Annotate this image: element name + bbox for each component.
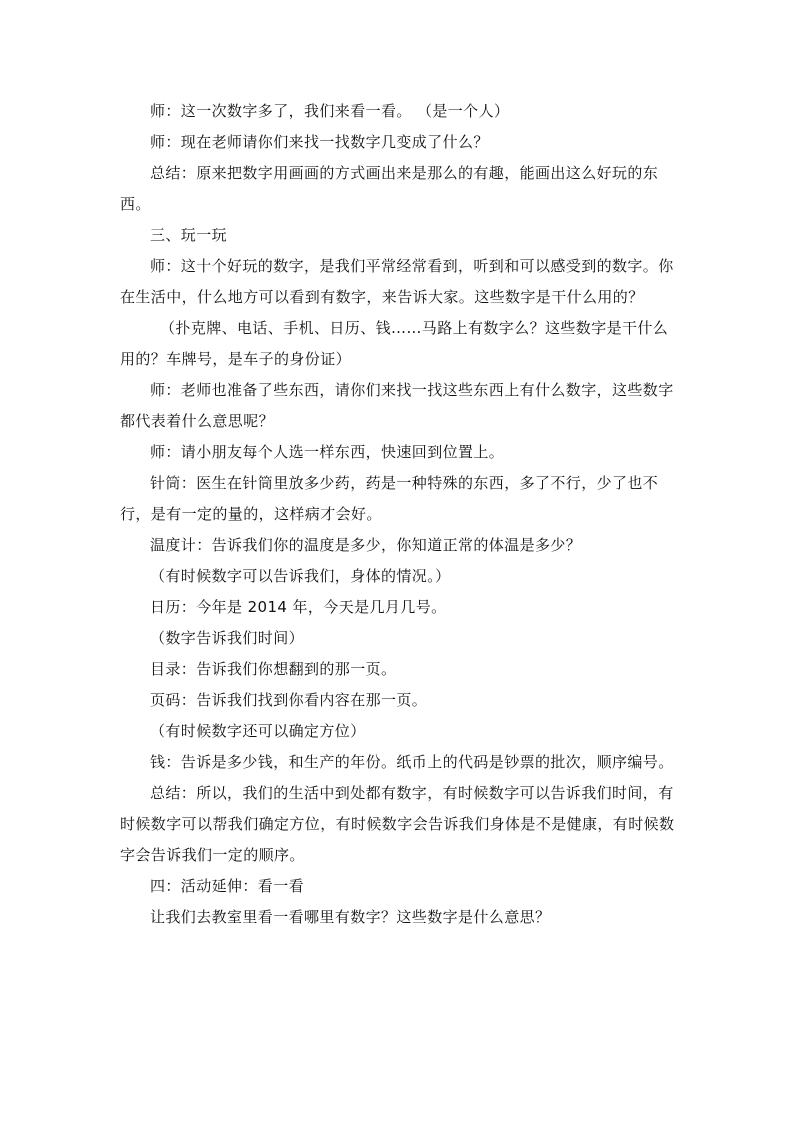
paragraph-teacher-more-numbers: 师：这一次数字多了，我们来看一看。 （是一个人） — [150, 102, 510, 120]
paragraph-calendar: 日历：今年是 2014 年，今天是几月几号。 — [150, 598, 447, 616]
paragraph-note-body-condition: （有时候数字可以告诉我们，身体的情况。） — [150, 567, 451, 585]
paragraph-teacher-ten-numbers: 师：这十个好玩的数字，是我们平常经常看到，听到和可以感受到的数字。你在生活中，什么地方可以看到有数字，来告诉大家。这些数字是干什么用的？ — [120, 257, 674, 306]
paragraph-examples-note: （扑克牌、电话、手机、日历、钱……马路上有数字么？这些数字是干什么用的？车牌号，是车子的身份证） — [120, 319, 669, 368]
paragraph-table-of-contents: 目录：告诉我们你想翻到的那一页。 — [150, 660, 397, 678]
paragraph-summary-numbers-everywhere: 总结：所以，我们的生活中到处都有数字，有时候数字可以告诉我们时间，有时候数字可以帮我们确定方位，有时候数字会告诉我们身体是不是健康，有时候数字会告诉我们一定的顺序。 — [120, 784, 675, 864]
paragraph-teacher-find-number: 师：现在老师请你们来找一找数字几变成了什么？ — [150, 133, 489, 151]
paragraph-page-number: 页码：告诉我们找到你看内容在那一页。 — [150, 691, 428, 709]
section-heading-play: 三、玩一玩 — [150, 226, 228, 244]
paragraph-teacher-prepared-items: 师：老师也准备了些东西，请你们来找一找这些东西上有什么数字，这些数字都代表着什么意思呢？ — [120, 381, 674, 430]
paragraph-syringe: 针筒：医生在针筒里放多少药，药是一种特殊的东西，多了不行，少了也不行，是有一定的量的，这样病才会好。 — [120, 474, 659, 523]
paragraph-classroom-task: 让我们去教室里看一看哪里有数字？这些数字是什么意思？ — [150, 908, 551, 926]
paragraph-teacher-choose-item: 师：请小朋友每个人选一样东西，快速回到位置上。 — [150, 443, 505, 461]
paragraph-summary-drawing: 总结：原来把数字用画画的方式画出来是那么的有趣，能画出这么好玩的东西。 — [120, 164, 659, 213]
paragraph-thermometer: 温度计：告诉我们你的温度是多少，你知道正常的体温是多少？ — [150, 536, 582, 554]
paragraph-money: 钱：告诉是多少钱，和生产的年份。纸币上的代码是钞票的批次，顺序编号。 — [150, 753, 674, 771]
section-heading-extension: 四：活动延伸：看一看 — [150, 877, 305, 895]
paragraph-note-direction: （有时候数字还可以确定方位） — [150, 722, 366, 740]
paragraph-note-time: （数字告诉我们时间） — [150, 629, 305, 647]
